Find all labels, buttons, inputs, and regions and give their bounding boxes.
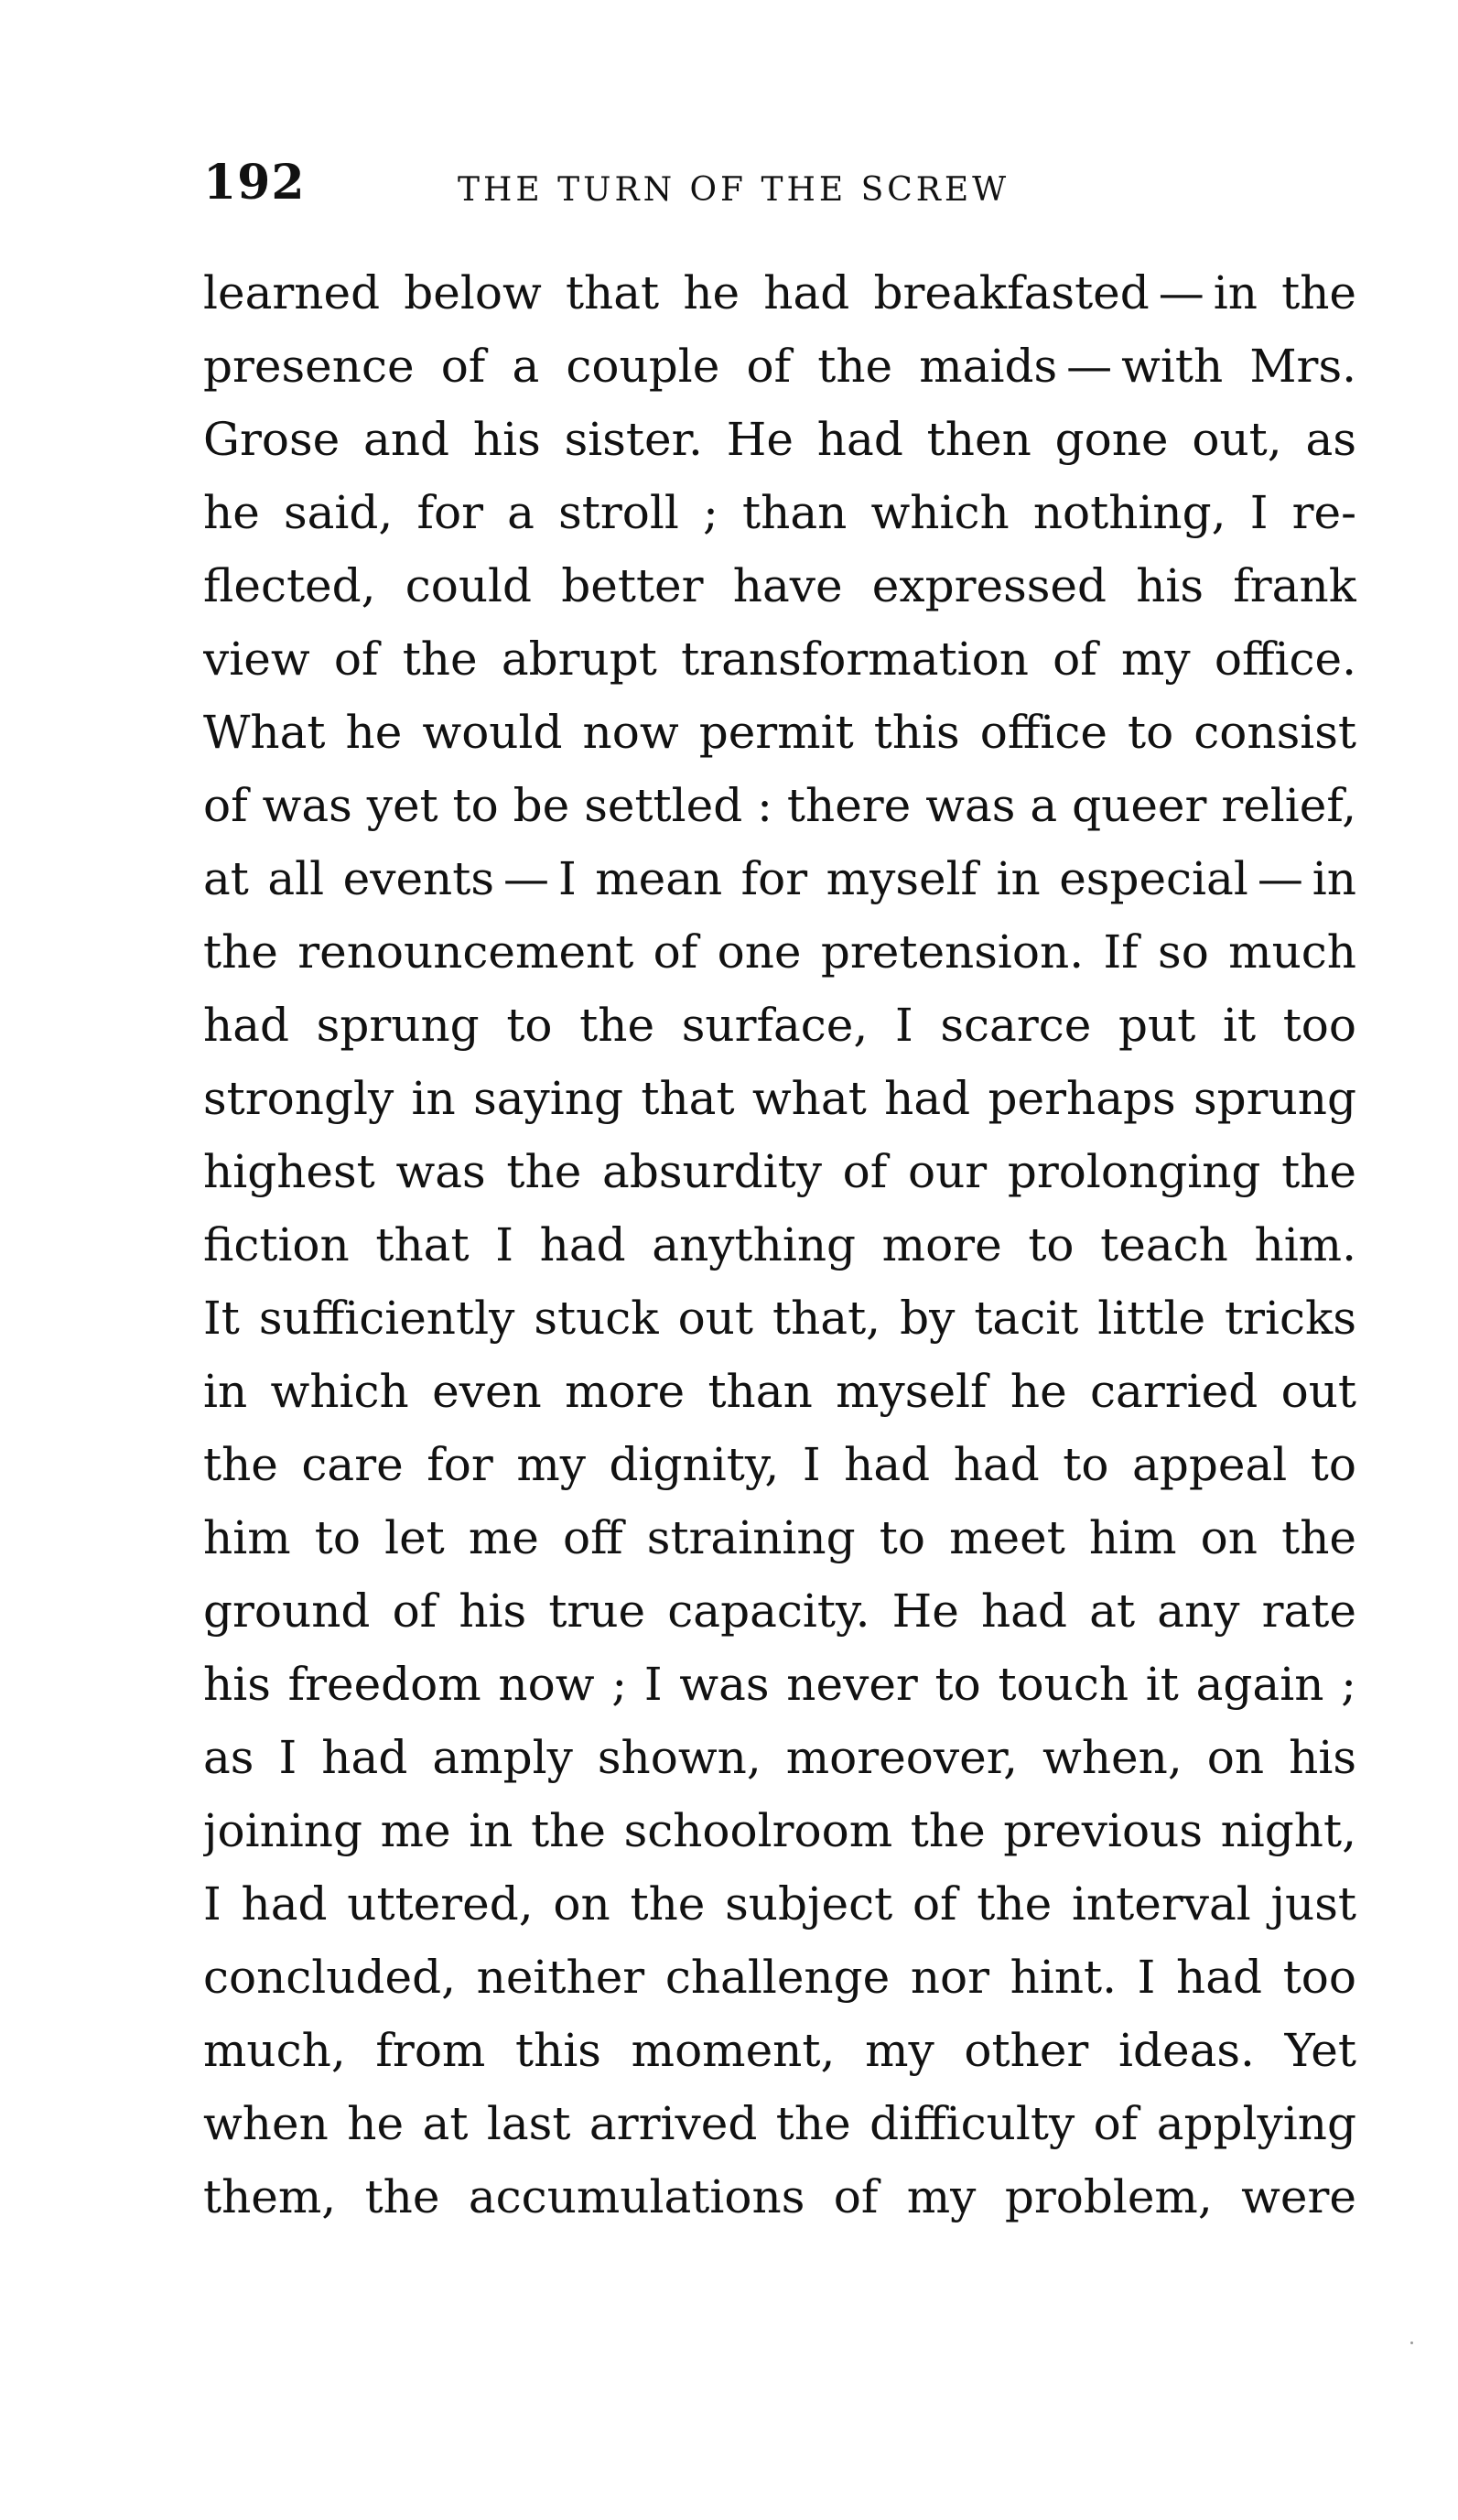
text-line: in which even more than myself he carried out <box>203 1365 1356 1418</box>
text-line: highest was the absurdity of our prolonging the <box>203 1145 1356 1198</box>
text-line: of was yet to be settled : there was a queer relief, <box>203 779 1356 832</box>
text-line: had sprung to the surface, I scarce put it too <box>203 999 1356 1052</box>
text-line: Grose and his sister. He had then gone out, as <box>203 413 1356 466</box>
text-line: them, the accumulations of my problem, were <box>203 2170 1356 2223</box>
page-header <box>203 146 1356 220</box>
text-line: learned below that he had breakfasted — in the <box>203 266 1356 319</box>
text-line: the care for my dignity, I had had to appeal to <box>203 1438 1356 1491</box>
text-line: concluded, neither challenge nor hint. I had too <box>203 1951 1356 2004</box>
text-line: him to let me off straining to meet him on the <box>203 1511 1356 1564</box>
text-line: flected, could better have expressed his frank <box>203 559 1356 612</box>
text-line: at all events — I mean for myself in especial — in <box>203 852 1356 905</box>
text-line: he said, for a stroll ; than which nothing, I re- <box>203 486 1356 539</box>
paper-speck <box>1410 2342 1413 2344</box>
text-line: ground of his true capacity. He had at any rate <box>203 1584 1356 1638</box>
text-line: I had uttered, on the subject of the interval just <box>203 1877 1356 1931</box>
text-line: joining me in the schoolroom the previous night, <box>203 1804 1356 1857</box>
running-head: THE TURN OF THE SCREW <box>458 171 1010 209</box>
page-number: 192 <box>203 155 306 211</box>
text-line: What he would now permit this office to consist <box>203 706 1356 759</box>
text-line: his freedom now ; I was never to touch it again ; <box>203 1658 1356 1711</box>
text-line: It sufficiently stuck out that, by tacit little tricks <box>203 1292 1356 1345</box>
text-line: presence of a couple of the maids — with Mrs. <box>203 340 1356 393</box>
text-line: strongly in saying that what had perhaps sprung <box>203 1072 1356 1125</box>
text-line: as I had amply shown, moreover, when, on his <box>203 1731 1356 1784</box>
body-text <box>203 256 1356 2233</box>
text-line: when he at last arrived the difficulty of applying <box>203 2097 1356 2150</box>
text-line: view of the abrupt transformation of my office. <box>203 633 1356 686</box>
text-line: fiction that I had anything more to teach him. <box>203 1218 1356 1271</box>
text-line: the renouncement of one pretension. If so much <box>203 925 1356 979</box>
text-line: much, from this moment, my other ideas. Yet <box>203 2024 1356 2077</box>
